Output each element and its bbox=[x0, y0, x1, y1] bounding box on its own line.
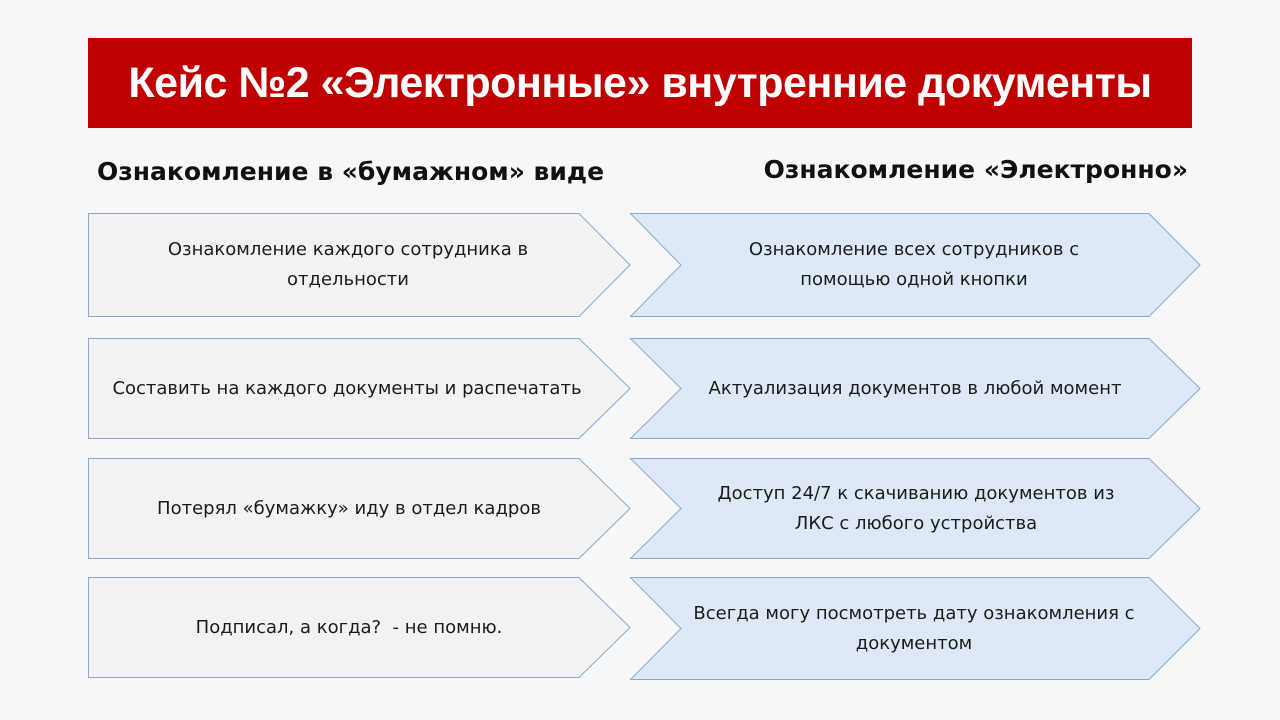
left-step-2 bbox=[88, 338, 632, 439]
right-step-1 bbox=[630, 213, 1202, 317]
left-step-3 bbox=[88, 458, 632, 559]
left-column-header: Ознакомление в «бумажном» виде bbox=[97, 157, 605, 186]
left-step-1 bbox=[88, 213, 632, 317]
right-step-1-text: Ознакомление всех сотрудников с помощью одной кнопки bbox=[748, 239, 1080, 290]
left-step-3-text: Потерял «бумажку» иду в отдел кадров bbox=[157, 497, 541, 519]
right-column-header: Ознакомление «Электронно» bbox=[763, 155, 1188, 184]
right-step-3-text: Доступ 24/7 к скачиванию документов из ЛКС с любого устройства bbox=[717, 482, 1115, 534]
title-banner bbox=[88, 38, 1192, 128]
slide-title: Кейс №2 «Электронные» внутренние документы bbox=[128, 58, 1152, 107]
right-step-4-text: Всегда могу посмотреть дату ознакомления с документом bbox=[693, 602, 1135, 654]
left-step-4 bbox=[88, 577, 632, 678]
right-step-3 bbox=[630, 458, 1202, 559]
left-step-2-text: Составить на каждого документы и распечатать bbox=[112, 377, 582, 399]
right-step-2-text: Актуализация документов в любой момент bbox=[708, 377, 1122, 399]
right-step-4 bbox=[630, 577, 1202, 680]
right-step-2 bbox=[630, 338, 1202, 439]
left-step-1-text: Ознакомление каждого сотрудника в отдельности bbox=[167, 239, 529, 290]
left-step-4-text: Подписал, а когда? - не помню. bbox=[195, 616, 503, 638]
